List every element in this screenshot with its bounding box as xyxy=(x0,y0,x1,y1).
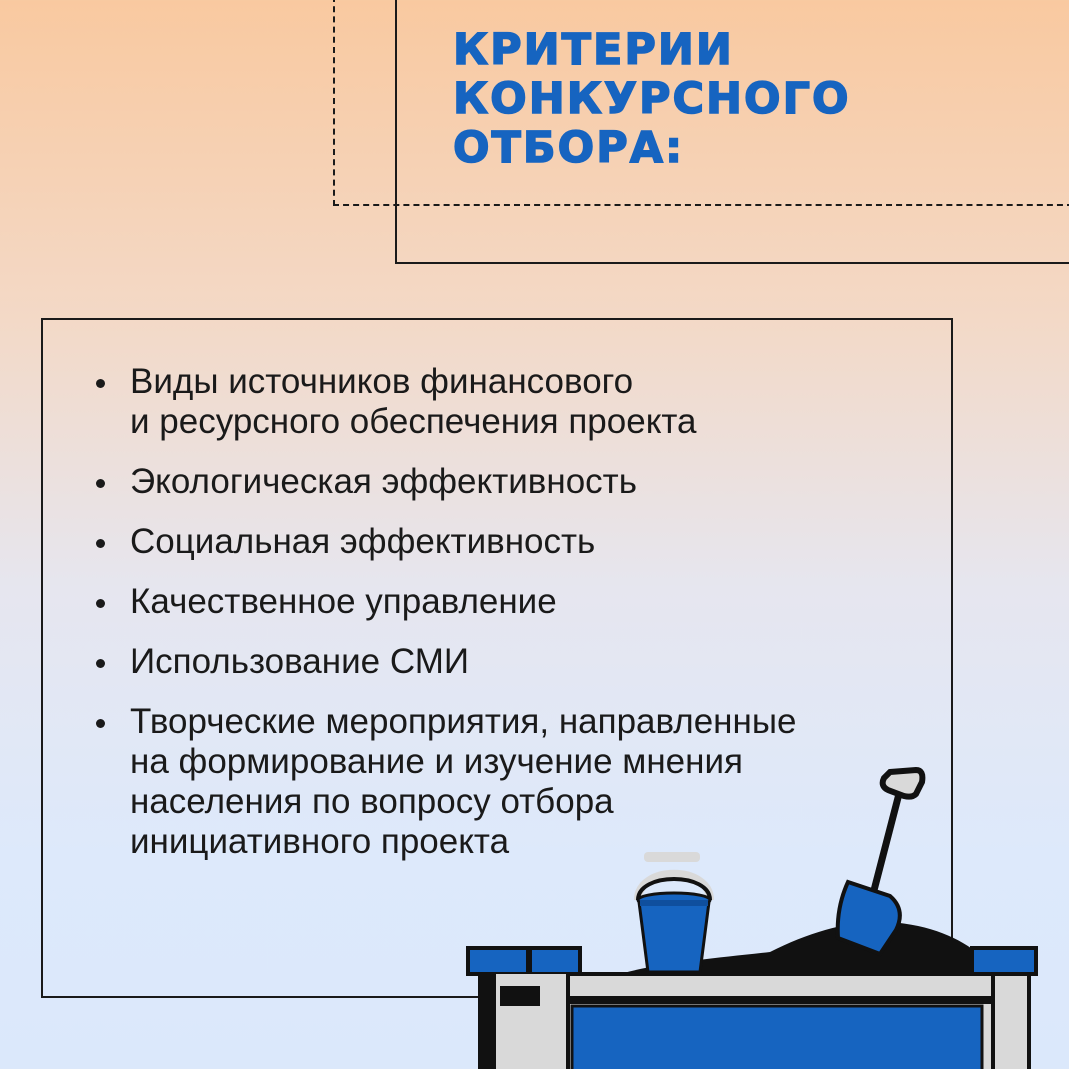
list-item: Экологическая эффективность xyxy=(96,462,916,502)
bucket-icon xyxy=(638,852,710,972)
page-title xyxy=(453,26,851,173)
list-item: Качественное управление xyxy=(96,582,916,622)
title-line-1: КРИТЕРИИ xyxy=(453,25,734,75)
list-item: Виды источников финансового и ресурсного обеспечения проекта xyxy=(96,362,916,442)
list-item: Творческие мероприятия, направленные на формирование и изучение мнения населения по вопросу отбора инициативного проекта xyxy=(96,702,916,862)
title-line-2: КОНКУРСНОГО xyxy=(453,74,851,124)
sandbox-illustration xyxy=(460,760,1069,1069)
list-item: Использование СМИ xyxy=(96,642,916,682)
list-item: Социальная эффективность xyxy=(96,522,916,562)
title-line-3: ОТБОРА: xyxy=(453,123,685,173)
